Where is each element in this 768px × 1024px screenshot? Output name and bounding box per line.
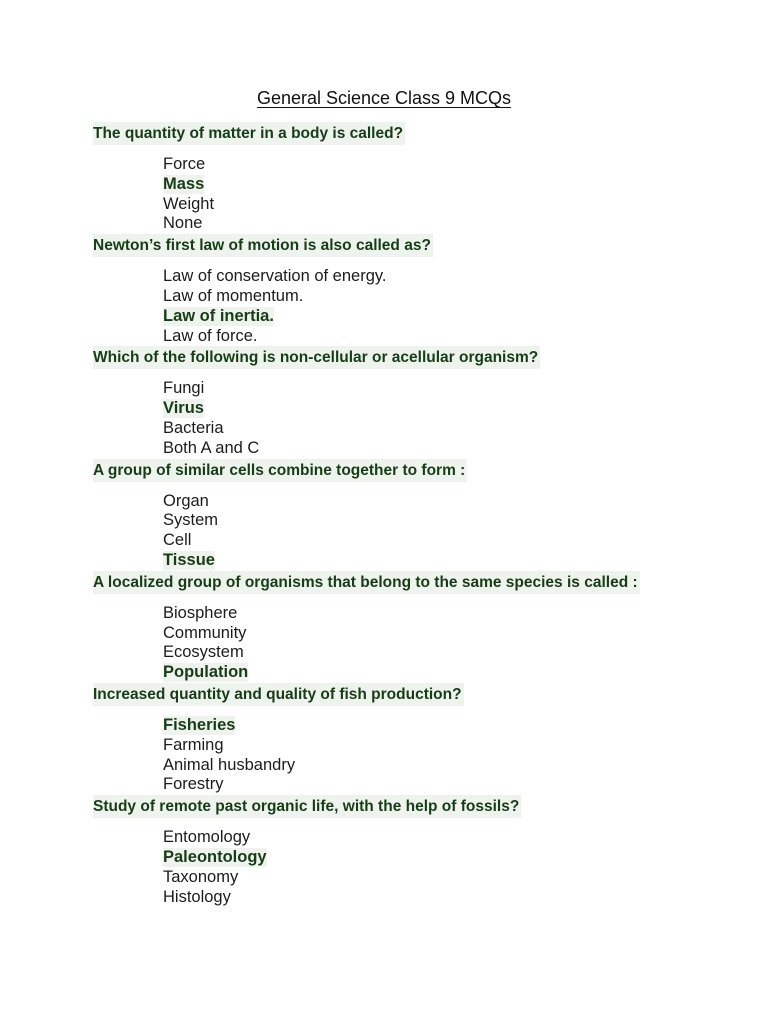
option-item — [163, 531, 713, 551]
option-item — [163, 736, 713, 756]
question-text: A group of similar cells combine together to form : — [93, 459, 467, 482]
option-item — [163, 267, 713, 287]
question-item — [93, 122, 713, 234]
question-text: Increased quantity and quality of fish production? — [93, 683, 464, 706]
option-list — [93, 267, 713, 346]
option-item — [163, 868, 713, 888]
option-item — [163, 327, 713, 347]
option-text: Population — [163, 663, 249, 682]
question-item — [93, 459, 713, 571]
question-item — [93, 683, 713, 795]
question-text: Study of remote past organic life, with the help of fossils? — [93, 795, 521, 818]
option-text: Mass — [163, 174, 205, 193]
option-text: Forestry — [163, 775, 224, 794]
option-text: Taxonomy — [163, 867, 239, 886]
option-text: System — [163, 511, 219, 530]
option-text: Entomology — [163, 828, 251, 847]
correct-option-item — [163, 716, 713, 736]
option-text: Bacteria — [163, 418, 224, 437]
option-item — [163, 511, 713, 531]
option-text: Histology — [163, 887, 231, 906]
option-text: Both A and C — [163, 438, 260, 457]
option-text: Law of conservation of energy. — [163, 267, 387, 286]
option-item — [163, 828, 713, 848]
question-text: The quantity of matter in a body is called? — [93, 122, 405, 145]
option-item — [163, 775, 713, 795]
option-text: Paleontology — [163, 847, 267, 866]
option-item — [163, 624, 713, 644]
correct-option-item — [163, 175, 713, 195]
option-item — [163, 643, 713, 663]
option-text: Community — [163, 623, 247, 642]
correct-option-item — [163, 848, 713, 868]
correct-option-item — [163, 663, 713, 683]
option-text: Law of momentum. — [163, 286, 304, 305]
option-item — [163, 287, 713, 307]
question-text: Which of the following is non-cellular or acellular organism? — [93, 346, 540, 369]
option-text: Force — [163, 155, 206, 173]
page-title — [0, 86, 768, 110]
page-title-text: General Science Class 9 MCQs — [256, 88, 512, 108]
option-text: Law of force. — [163, 326, 258, 345]
option-item — [163, 439, 713, 459]
question-list — [93, 122, 713, 907]
correct-option-item — [163, 307, 713, 327]
option-text: Tissue — [163, 550, 215, 569]
option-list — [93, 716, 713, 795]
option-list — [93, 379, 713, 458]
correct-option-item — [163, 399, 713, 419]
option-text: Animal husbandry — [163, 755, 296, 774]
question-item — [93, 795, 713, 907]
option-item — [163, 195, 713, 215]
option-text: None — [163, 214, 203, 233]
option-text: Ecosystem — [163, 643, 244, 662]
option-text: Organ — [163, 491, 209, 510]
option-text: Virus — [163, 399, 204, 418]
question-item — [93, 346, 713, 458]
option-text: Law of inertia. — [163, 306, 274, 325]
option-text: Fisheries — [163, 715, 236, 734]
option-list — [93, 155, 713, 234]
option-text: Fungi — [163, 379, 205, 398]
option-item — [163, 419, 713, 439]
option-list — [93, 492, 713, 571]
option-text: Cell — [163, 531, 192, 550]
option-text: Biosphere — [163, 603, 238, 622]
option-item — [163, 155, 713, 175]
correct-option-item — [163, 551, 713, 571]
option-list — [93, 604, 713, 683]
question-item — [93, 234, 713, 346]
option-item — [163, 756, 713, 776]
option-item — [163, 492, 713, 512]
option-item — [163, 888, 713, 908]
question-text: Newton’s first law of motion is also called as? — [93, 234, 433, 257]
option-list — [93, 828, 713, 907]
option-item — [163, 379, 713, 399]
question-text: A localized group of organisms that belong to the same species is called : — [93, 571, 640, 594]
option-text: Weight — [163, 194, 215, 213]
option-text: Farming — [163, 735, 224, 754]
question-item — [93, 571, 713, 683]
option-item — [163, 214, 713, 234]
option-item — [163, 604, 713, 624]
